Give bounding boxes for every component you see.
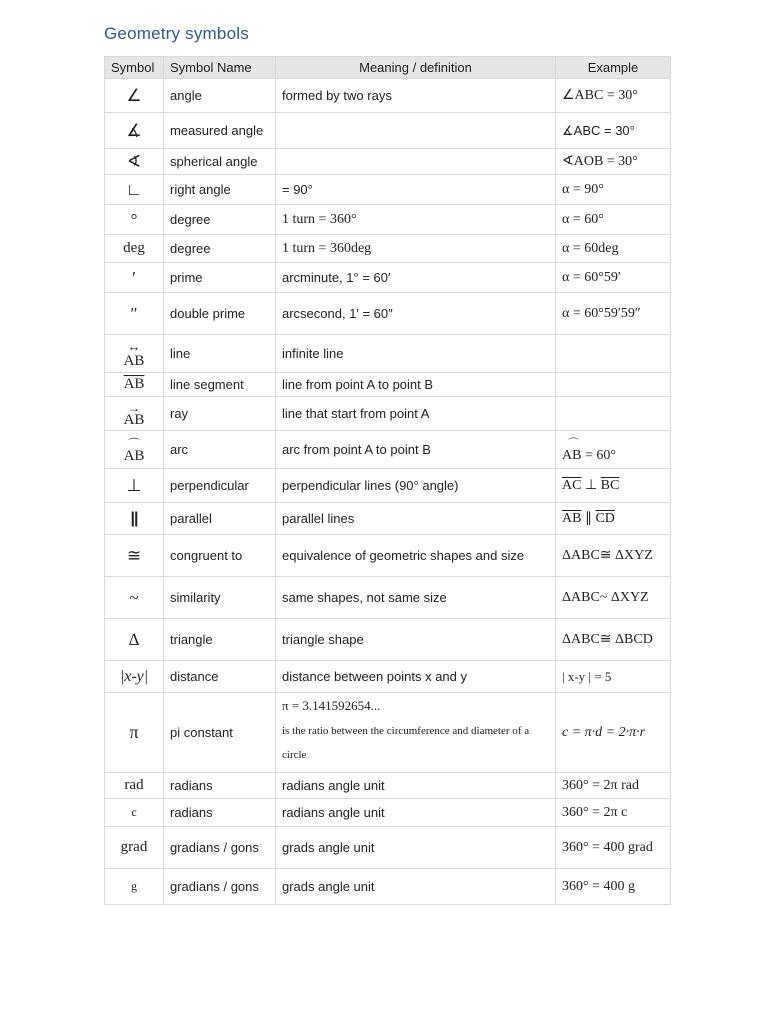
table-row bbox=[105, 397, 671, 431]
symbol-cell: π bbox=[105, 693, 164, 773]
symbol-cell: ∟ bbox=[105, 175, 164, 205]
meaning-cell: grads angle unit bbox=[276, 869, 556, 905]
example-cell: | x-y | = 5 bbox=[556, 661, 671, 693]
name-cell: congruent to bbox=[164, 535, 276, 577]
name-cell: arc bbox=[164, 431, 276, 469]
example-cell: ∡ABC = 30° bbox=[556, 113, 671, 149]
name-cell: line bbox=[164, 335, 276, 373]
name-cell: perpendicular bbox=[164, 469, 276, 503]
name-cell: ray bbox=[164, 397, 276, 431]
symbol-cell: |x-y| bbox=[105, 661, 164, 693]
header-symbol-name: Symbol Name bbox=[164, 57, 276, 79]
example-cell bbox=[556, 431, 671, 469]
geometry-symbols-table bbox=[104, 56, 671, 905]
meaning-cell: same shapes, not same size bbox=[276, 577, 556, 619]
meaning-cell: 1 turn = 360° bbox=[276, 205, 556, 235]
segment-cd: $\overline{CD}$ bbox=[595, 510, 615, 526]
name-cell: right angle bbox=[164, 175, 276, 205]
meaning-cell: arcsecond, 1′ = 60″ bbox=[276, 293, 556, 335]
symbol-text: AB bbox=[123, 352, 145, 369]
name-cell: double prime bbox=[164, 293, 276, 335]
symbol-cell bbox=[105, 335, 164, 373]
symbol-cell: ∠ bbox=[105, 79, 164, 113]
pi-value: π = 3.141592654... bbox=[282, 697, 381, 713]
table-row bbox=[105, 661, 671, 693]
meaning-cell: triangle shape bbox=[276, 619, 556, 661]
name-cell: distance bbox=[164, 661, 276, 693]
table-header-row bbox=[105, 57, 671, 79]
name-cell: radians bbox=[164, 773, 276, 799]
meaning-cell: arc from point A to point B bbox=[276, 431, 556, 469]
table-row bbox=[105, 373, 671, 397]
table-row bbox=[105, 79, 671, 113]
example-cell: α = 60°59′ bbox=[556, 263, 671, 293]
arc-icon: ⌒ bbox=[568, 437, 579, 450]
meaning-cell: equivalence of geometric shapes and size bbox=[276, 535, 556, 577]
symbol-text: AB bbox=[123, 447, 145, 464]
right-arrow-icon: → bbox=[128, 400, 140, 415]
segment-ac: $\overline{AC}$ bbox=[562, 477, 582, 493]
symbol-cell: deg bbox=[105, 235, 164, 263]
example-text: AB = 60° bbox=[562, 447, 616, 463]
symbol-cell bbox=[105, 397, 164, 431]
symbol-cell: g bbox=[105, 869, 164, 905]
name-cell: line segment bbox=[164, 373, 276, 397]
example-cell: 360° = 400 g bbox=[556, 869, 671, 905]
symbol-cell: ∢ bbox=[105, 149, 164, 175]
table-row bbox=[105, 693, 671, 773]
table-row bbox=[105, 175, 671, 205]
example-cell: ∢AOB = 30° bbox=[556, 149, 671, 175]
header-symbol: Symbol bbox=[105, 57, 164, 79]
meaning-cell: radians angle unit bbox=[276, 773, 556, 799]
example-cell bbox=[556, 469, 671, 503]
meaning-cell: arcminute, 1° = 60′ bbox=[276, 263, 556, 293]
pi-description: is the ratio between the circumference and diameter of a circle bbox=[282, 724, 530, 761]
example-cell: c = π·d = 2·π·r bbox=[556, 693, 671, 773]
table-row bbox=[105, 293, 671, 335]
example-cell: ΔABC≅ ΔXYZ bbox=[556, 535, 671, 577]
parallel-operator: ∥ bbox=[581, 510, 596, 526]
name-cell: triangle bbox=[164, 619, 276, 661]
example-cell: ΔABC~ ΔXYZ bbox=[556, 577, 671, 619]
table-row bbox=[105, 799, 671, 827]
page-title: Geometry symbols bbox=[104, 24, 249, 43]
meaning-cell: line from point A to point B bbox=[276, 373, 556, 397]
table-row bbox=[105, 335, 671, 373]
table-row bbox=[105, 431, 671, 469]
symbol-cell: c bbox=[105, 799, 164, 827]
name-cell: angle bbox=[164, 79, 276, 113]
symbol-cell: rad bbox=[105, 773, 164, 799]
double-arrow-icon: ↔ bbox=[127, 338, 141, 354]
meaning-cell: = 90° bbox=[276, 175, 556, 205]
meaning-cell: 1 turn = 360deg bbox=[276, 235, 556, 263]
table-row bbox=[105, 535, 671, 577]
header-meaning: Meaning / definition bbox=[276, 57, 556, 79]
arc-icon: ⌒ bbox=[127, 436, 140, 451]
meaning-cell: line that start from point A bbox=[276, 397, 556, 431]
segment-ab: $\overline{AB}$ bbox=[562, 510, 582, 526]
symbol-cell: ≅ bbox=[105, 535, 164, 577]
symbol-cell: ° bbox=[105, 205, 164, 235]
meaning-cell: radians angle unit bbox=[276, 799, 556, 827]
meaning-cell: parallel lines bbox=[276, 503, 556, 535]
symbol-cell bbox=[105, 373, 164, 397]
name-cell: similarity bbox=[164, 577, 276, 619]
symbol-cell: ″ bbox=[105, 293, 164, 335]
meaning-cell: perpendicular lines (90° angle) bbox=[276, 469, 556, 503]
symbol-cell: ′ bbox=[105, 263, 164, 293]
symbol-cell: ⊥ bbox=[105, 469, 164, 503]
example-cell: 360° = 2π rad bbox=[556, 773, 671, 799]
table-row bbox=[105, 619, 671, 661]
meaning-cell: infinite line bbox=[276, 335, 556, 373]
table-row bbox=[105, 773, 671, 799]
symbol-cell: grad bbox=[105, 827, 164, 869]
name-cell: degree bbox=[164, 205, 276, 235]
example-cell bbox=[556, 373, 671, 397]
meaning-cell: formed by two rays bbox=[276, 79, 556, 113]
example-cell bbox=[556, 503, 671, 535]
name-cell: degree bbox=[164, 235, 276, 263]
symbol-text: $\overline{AB}$ bbox=[123, 376, 145, 392]
symbol-cell: ∡ bbox=[105, 113, 164, 149]
example-cell: 360° = 400 grad bbox=[556, 827, 671, 869]
example-cell: ΔABC≅ ΔBCD bbox=[556, 619, 671, 661]
name-cell: spherical angle bbox=[164, 149, 276, 175]
table-row bbox=[105, 149, 671, 175]
example-cell bbox=[556, 335, 671, 373]
meaning-cell bbox=[276, 149, 556, 175]
symbol-cell bbox=[105, 431, 164, 469]
example-cell bbox=[556, 397, 671, 431]
name-cell: parallel bbox=[164, 503, 276, 535]
segment-bc: $\overline{BC}$ bbox=[600, 477, 620, 493]
name-cell: measured angle bbox=[164, 113, 276, 149]
meaning-cell bbox=[276, 113, 556, 149]
example-cell: α = 60deg bbox=[556, 235, 671, 263]
table-row bbox=[105, 869, 671, 905]
meaning-cell bbox=[276, 693, 556, 773]
name-cell: prime bbox=[164, 263, 276, 293]
symbol-cell: ~ bbox=[105, 577, 164, 619]
example-cell: 360° = 2π c bbox=[556, 799, 671, 827]
table-row bbox=[105, 503, 671, 535]
table-row bbox=[105, 827, 671, 869]
name-cell: pi constant bbox=[164, 693, 276, 773]
table-row bbox=[105, 205, 671, 235]
example-cell: ∠ABC = 30° bbox=[556, 79, 671, 113]
example-cell: α = 60°59′59″ bbox=[556, 293, 671, 335]
symbol-cell: || bbox=[105, 503, 164, 535]
table-row bbox=[105, 235, 671, 263]
table-row bbox=[105, 113, 671, 149]
name-cell: radians bbox=[164, 799, 276, 827]
table-row bbox=[105, 263, 671, 293]
symbol-text: AB bbox=[123, 411, 145, 428]
example-cell: α = 90° bbox=[556, 175, 671, 205]
meaning-cell: distance between points x and y bbox=[276, 661, 556, 693]
perpendicular-operator: ⊥ bbox=[581, 477, 601, 493]
symbol-cell: Δ bbox=[105, 619, 164, 661]
name-cell: gradians / gons bbox=[164, 827, 276, 869]
example-cell: α = 60° bbox=[556, 205, 671, 235]
table-row bbox=[105, 577, 671, 619]
name-cell: gradians / gons bbox=[164, 869, 276, 905]
table-row bbox=[105, 469, 671, 503]
meaning-cell: grads angle unit bbox=[276, 827, 556, 869]
header-example: Example bbox=[556, 57, 671, 79]
